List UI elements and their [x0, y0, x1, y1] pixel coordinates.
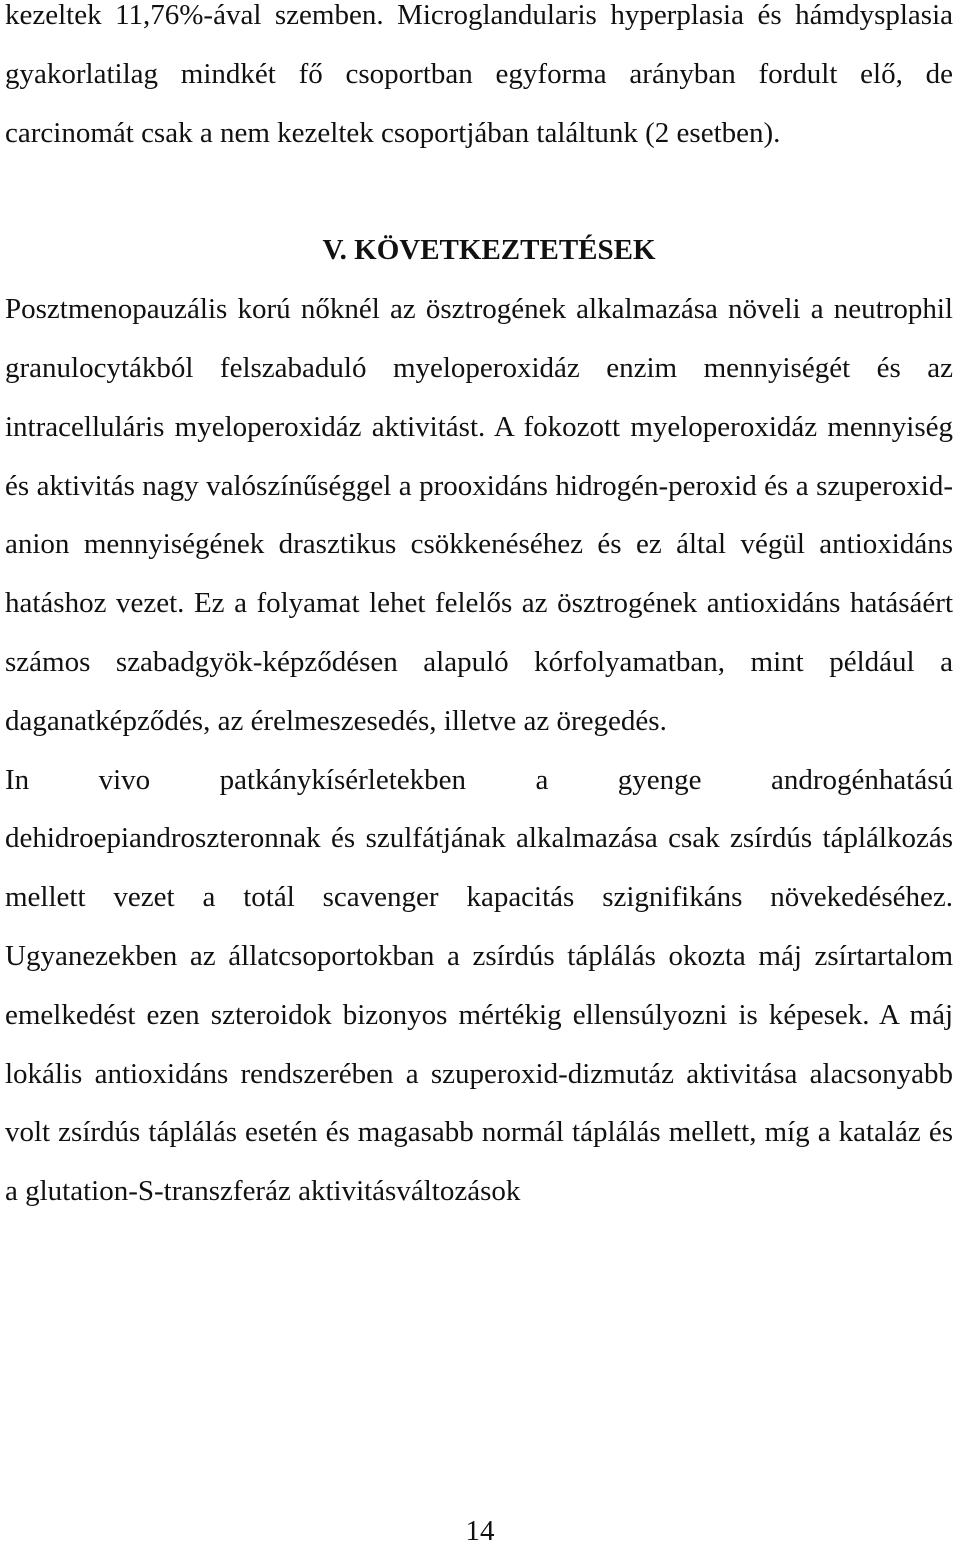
paragraph-conclusions-2: In vivo patkánykísérletekben a gyenge androgénhatású dehidroepiandroszteronnak és szulfátjának alkalmazása csak zsírdús táplálkozás mellett vezet a totál scavenger kapacitás szignifikáns növekedéséhez. Ugyanezekben az állatcsoportokban a zsírdús táplálás okozta máj zsírtartalom emelkedést ezen szteroidok bizonyos mértékig ellensúlyozni is képesek. A máj lokális antioxidáns rendszerében a szuperoxid-dizmutáz aktivitása alacsonyabb volt zsírdús táplálás esetén és magasabb normál táplálás mellett, míg a kataláz és a glutation-S-transzferáz aktivitásváltozások	[5, 763, 953, 1208]
page-number: 14	[465, 1515, 495, 1547]
document-page	[5, 0, 953, 1221]
section-heading: V. KÖVETKEZTETÉSEK	[322, 234, 656, 267]
paragraph-intro: kezeltek 11,76%-ával szemben. Microglandularis hyperplasia és hámdysplasia gyakorlatilag mindkét fő csoportban egyforma arányban fordult elő, de carcinomát csak a nem kezeltek csoportjában találtunk (2 esetben).	[5, 0, 953, 149]
paragraph-conclusions-1: Posztmenopauzális korú nőknél az ösztrogének alkalmazása növeli a neutrophil granulocytákból felszabaduló myeloperoxidáz enzim mennyiségét és az intracelluláris myeloperoxidáz aktivitást. A fokozott myeloperoxidáz mennyiség és aktivitás nagy valószínűséggel a prooxidáns hidrogén-peroxid és a szuperoxid-anion mennyiségének drasztikus csökkenéséhez és ez által végül antioxidáns hatáshoz vezet. Ez a folyamat lehet felelős az ösztrogének antioxidáns hatásáért számos szabadgyök-képződésen alapuló kórfolyamatban, mint például a daganatképződés, az érelmeszesedés, illetve az öregedés.	[5, 293, 953, 737]
